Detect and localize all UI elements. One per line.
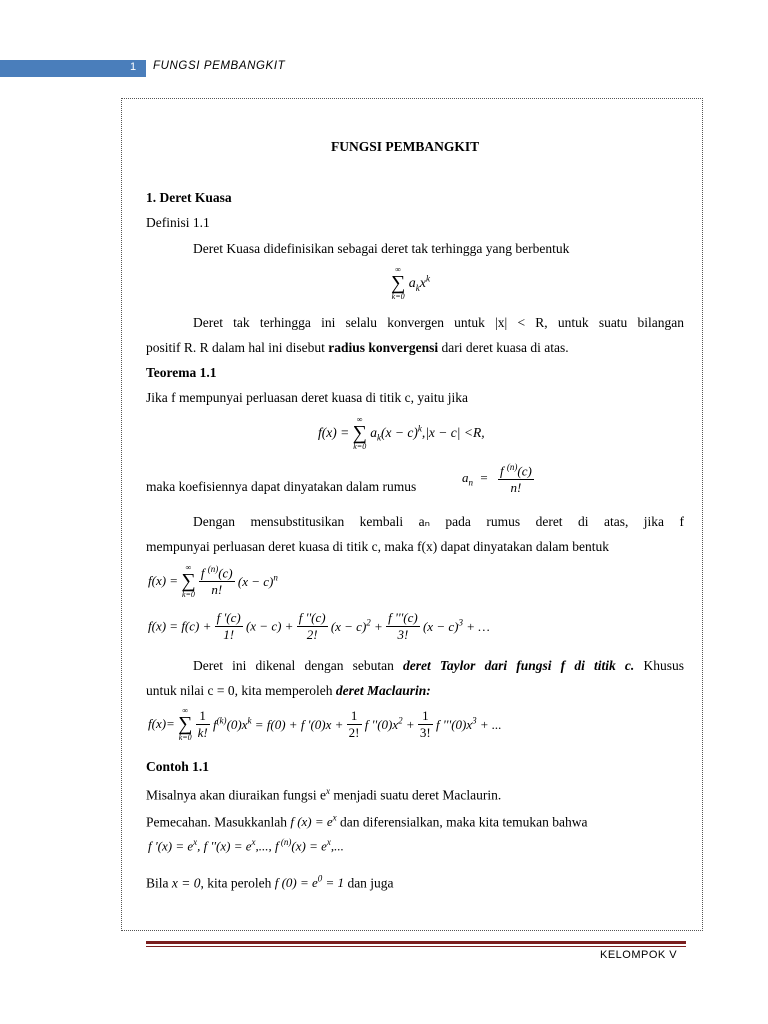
page-number: 1	[129, 61, 137, 73]
footer-group-name: KELOMPOK V	[600, 949, 678, 961]
paragraph-2-line-1: Dengan mensubstitusikan kembali aₙ pada rumus deret di atas, jika f	[193, 514, 684, 529]
paragraph-1-line-1: Deret tak terhingga ini selalu konvergen untuk |x| < R, untuk suatu bilangan	[193, 315, 684, 330]
paragraph-1-line-2: positif R. R dalam hal ini disebut radius konvergensi dari deret kuasa di atas.	[146, 340, 569, 355]
example-label: Contoh 1.1	[146, 759, 210, 774]
maclaurin-formula: f(x)= ∞ ∑ k=0 $\frac{1}{k!}$ $f^{(k)}(0)x^k = f(0) + f$ '(0)x + $\frac{1}{2!}$ f ''$(0)x^2$ + $\frac{1}{3!}$ f '''$(0)x^3$ + ...	[148, 706, 502, 742]
coefficient-text: maka koefisiennya dapat dinyatakan dalam rumus	[146, 479, 417, 494]
paragraph-2-line-2: mempunyai perluasan deret kuasa di titik c, maka f(x) dapat dinyatakan dalam bentuk	[146, 539, 609, 554]
taylor-expanded-formula: f(x) = f(c) + $\frac{f '(c)}{1!}$ (x − c) + $\frac{f ''(c)}{2!}$ $(x - c)^2$ + $\frac{f '''(c)}{3!}$ $(x - c)^3$ + …	[148, 610, 490, 642]
theorem-formula: f(x) = ∞ ∑ k=0 $a_k(x - c)^k,|x - c| <R$,	[318, 415, 485, 451]
example-text: Misalnya akan diuraikan fungsi $e^x$ menjadi suatu deret Maclaurin.	[146, 786, 502, 803]
paragraph-3-line-1: Deret ini dikenal dengan sebutan deret Taylor dari fungsi f di titik c. Khusus	[193, 658, 684, 673]
coefficient-formula: $a_n$ = $\frac{f ^{(n)}(c)}{n!}$	[462, 462, 532, 496]
derivatives-formula: f '$(x) = e^x$, f ''$(x) = e^x$,..., f $^{(n)}(x) = e^x$,...	[148, 837, 344, 854]
running-title: FUNGSI PEMBANGKIT	[153, 60, 286, 72]
paragraph-3-line-2: untuk nilai c = 0, kita memperoleh deret Maclaurin:	[146, 683, 431, 698]
footer-rule-thin	[146, 946, 686, 947]
final-line: Bila x = 0, kita peroleh f $(0) = e^0 = 1$ dan juga	[146, 874, 394, 891]
taylor-sum-formula: f(x) = ∞ ∑ k=0 $\frac{f ^{(n)}(c)}{n!}$ $(x - c)^n$	[148, 563, 278, 599]
section-heading: 1. Deret Kuasa	[146, 190, 232, 205]
solution-text: Pemecahan. Masukkanlah f $(x) = e^x$ dan diferensialkan, maka kita temukan bahwa	[146, 813, 588, 830]
header-accent-bar	[0, 60, 146, 77]
theorem-label: Teorema 1.1	[146, 365, 217, 380]
page-title: FUNGSI PEMBANGKIT	[331, 139, 480, 154]
definition-label: Definisi 1.1	[146, 215, 210, 230]
footer-rule-thick	[146, 941, 686, 944]
power-series-formula: ∞ ∑ k=0 $a_kx^k$	[391, 265, 430, 301]
definition-text: Deret Kuasa didefinisikan sebagai deret tak terhingga yang berbentuk	[193, 241, 570, 256]
theorem-text: Jika f mempunyai perluasan deret kuasa di titik c, yaitu jika	[146, 390, 469, 405]
